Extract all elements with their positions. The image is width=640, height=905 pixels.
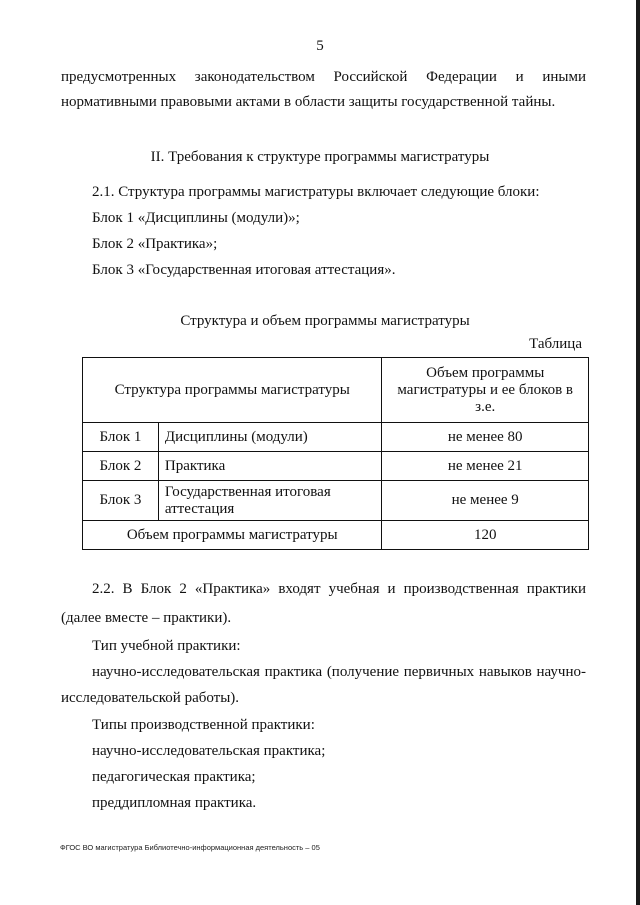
block-cell: Блок 2 — [83, 452, 159, 481]
clause-2-2-word: Блок — [140, 581, 172, 597]
block-name-cell: Государственная итоговая аттестация — [158, 481, 382, 521]
table-total-row — [83, 521, 589, 550]
clause-2-2-word: практики — [526, 581, 586, 597]
prod-practice-item: педагогическая практика; — [92, 769, 256, 785]
top-paragraph-word: законодательством — [194, 69, 315, 85]
page-number: 5 — [316, 38, 324, 54]
top-paragraph-line1 — [61, 68, 586, 86]
edu-practice-word: (получение — [326, 664, 400, 680]
volume-cell: не менее 80 — [382, 423, 589, 452]
table-row — [83, 481, 589, 521]
volume-cell: не менее 9 — [382, 481, 589, 521]
block-cell: Блок 3 — [83, 481, 159, 521]
header-volume-cell: Объем программы магистратуры и ее блоков в з.е. — [382, 358, 589, 423]
clause-2-1-intro: 2.1. Структура программы магистратуры включает следующие блоки: — [92, 184, 540, 200]
top-paragraph-word: предусмотренных — [61, 69, 177, 85]
block-name-cell: Практика — [158, 452, 382, 481]
clause-2-2-word: учебная — [328, 581, 380, 597]
edu-practice-type-line1 — [92, 663, 586, 681]
clause-2-2-line1 — [92, 580, 586, 598]
clause-2-2-word: 2 — [179, 581, 187, 597]
edu-practice-type-line2: исследовательской работы). — [61, 690, 240, 706]
block1-item: Блок 1 «Дисциплины (модули)»; — [92, 210, 300, 226]
top-paragraph-line2: нормативными правовыми актами в области защиты государственной тайны. — [61, 94, 556, 110]
clause-2-2-word: производственная — [403, 581, 519, 597]
edu-practice-word: навыков — [478, 664, 532, 680]
clause-2-2-line2: (далее вместе – практики). — [61, 610, 232, 626]
top-paragraph-word: Российской — [333, 69, 408, 85]
top-paragraph-word: иными — [542, 69, 586, 85]
prod-practice-item: научно-исследовательская практика; — [92, 743, 326, 759]
section-heading: II. Требования к структуре программы магистратуры — [150, 149, 490, 165]
block-name-cell: Дисциплины (модули) — [158, 423, 382, 452]
clause-2-2-word: 2.2. — [92, 581, 115, 597]
edu-practice-word: научно- — [536, 664, 586, 680]
table-row — [83, 423, 589, 452]
edu-practice-word: практика — [264, 664, 323, 680]
total-value-cell: 120 — [382, 521, 589, 550]
block-cell: Блок 1 — [83, 423, 159, 452]
prod-practice-heading: Типы производственной практики: — [92, 717, 315, 733]
table-row — [83, 452, 589, 481]
table-title: Структура и объем программы магистратуры — [180, 313, 470, 329]
block2-item: Блок 2 «Практика»; — [92, 236, 218, 252]
header-structure-cell: Структура программы магистратуры — [83, 358, 382, 423]
clause-2-2-word: входят — [278, 581, 321, 597]
footer: ФГОС ВО магистратура Библиотечно-информационная деятельность – 05 — [60, 843, 320, 852]
clause-2-2-word: и — [387, 581, 396, 597]
top-paragraph-word: Федерации — [426, 69, 497, 85]
edu-practice-heading: Тип учебной практики: — [92, 638, 241, 654]
clause-2-2-word: В — [122, 581, 133, 597]
volume-cell: не менее 21 — [382, 452, 589, 481]
clause-2-2-word: «Практика» — [194, 581, 271, 597]
table-label: Таблица — [529, 336, 582, 352]
table-header-row — [83, 358, 589, 423]
prod-practice-item: преддипломная практика. — [92, 795, 257, 811]
top-paragraph-word: и — [515, 69, 524, 85]
edu-practice-word: научно-исследовательская — [92, 664, 260, 680]
total-label-cell: Объем программы магистратуры — [83, 521, 382, 550]
block3-item: Блок 3 «Государственная итоговая аттестация». — [92, 262, 396, 278]
edu-practice-word: первичных — [403, 664, 475, 680]
structure-table — [82, 357, 589, 550]
